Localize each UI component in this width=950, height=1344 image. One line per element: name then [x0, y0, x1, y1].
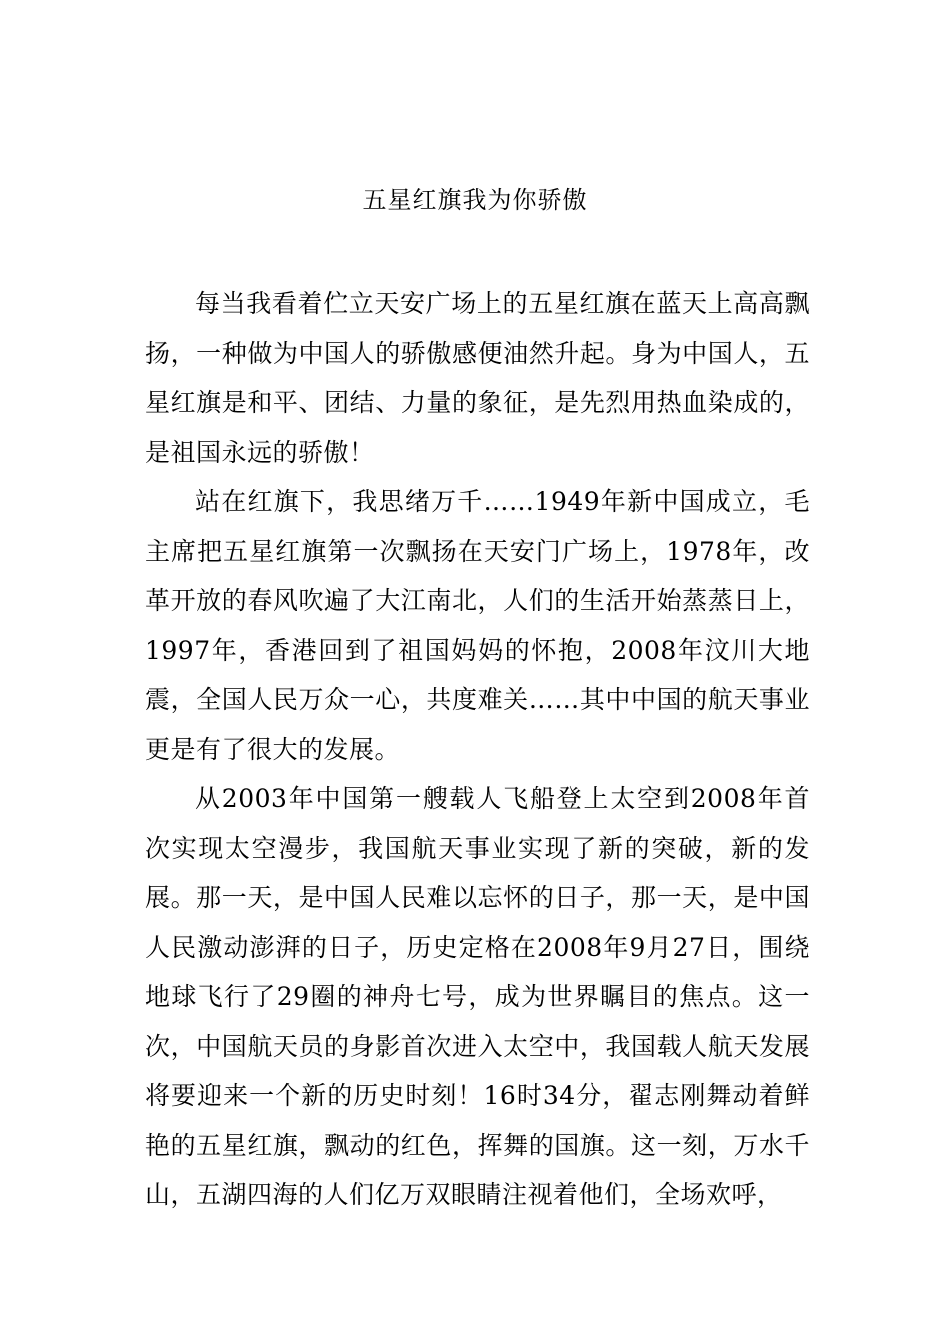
paragraph-2: 站在红旗下，我思绪万千……1949年新中国成立，毛主席把五星红旗第一次飘扬在天安门广场上，1978年，改革开放的春风吹遍了大江南北，人们的生活开始蒸蒸日上，1997年，香港回到了祖国妈妈的怀抱，2008年汶川大地震，全国人民万众一心，共度难关……其中中国的航天事业更是有了很大的发展。 [145, 487, 810, 764]
paragraph-3: 从2003年中国第一艘载人飞船登上太空到2008年首次实现太空漫步，我国航天事业实现了新的突破，新的发展。那一天，是中国人民难以忘怀的日子，那一天，是中国人民激动澎湃的日子，历史定格在2008年9月27日，围绕地球飞行了29圈的神舟七号，成为世界瞩目的焦点。这一次，中国航天员的身影首次进入太空中，我国载人航天发展将要迎来一个新的历史时刻！16时34分，翟志刚舞动着鲜艳的五星红旗，飘动的红色，挥舞的国旗。这一刻，万水千山，五湖四海的人们亿万双眼睛注视着他们，全场欢呼， [145, 784, 810, 1209]
document-title: 五星红旗我为你骄傲 [362, 186, 588, 214]
paragraph-1: 每当我看着伫立天安广场上的五星红旗在蓝天上高高飘扬，一种做为中国人的骄傲感便油然升起。身为中国人，五星红旗是和平、团结、力量的象征，是先烈用热血染成的，是祖国永远的骄傲！ [145, 289, 810, 467]
document-body [145, 279, 810, 1220]
